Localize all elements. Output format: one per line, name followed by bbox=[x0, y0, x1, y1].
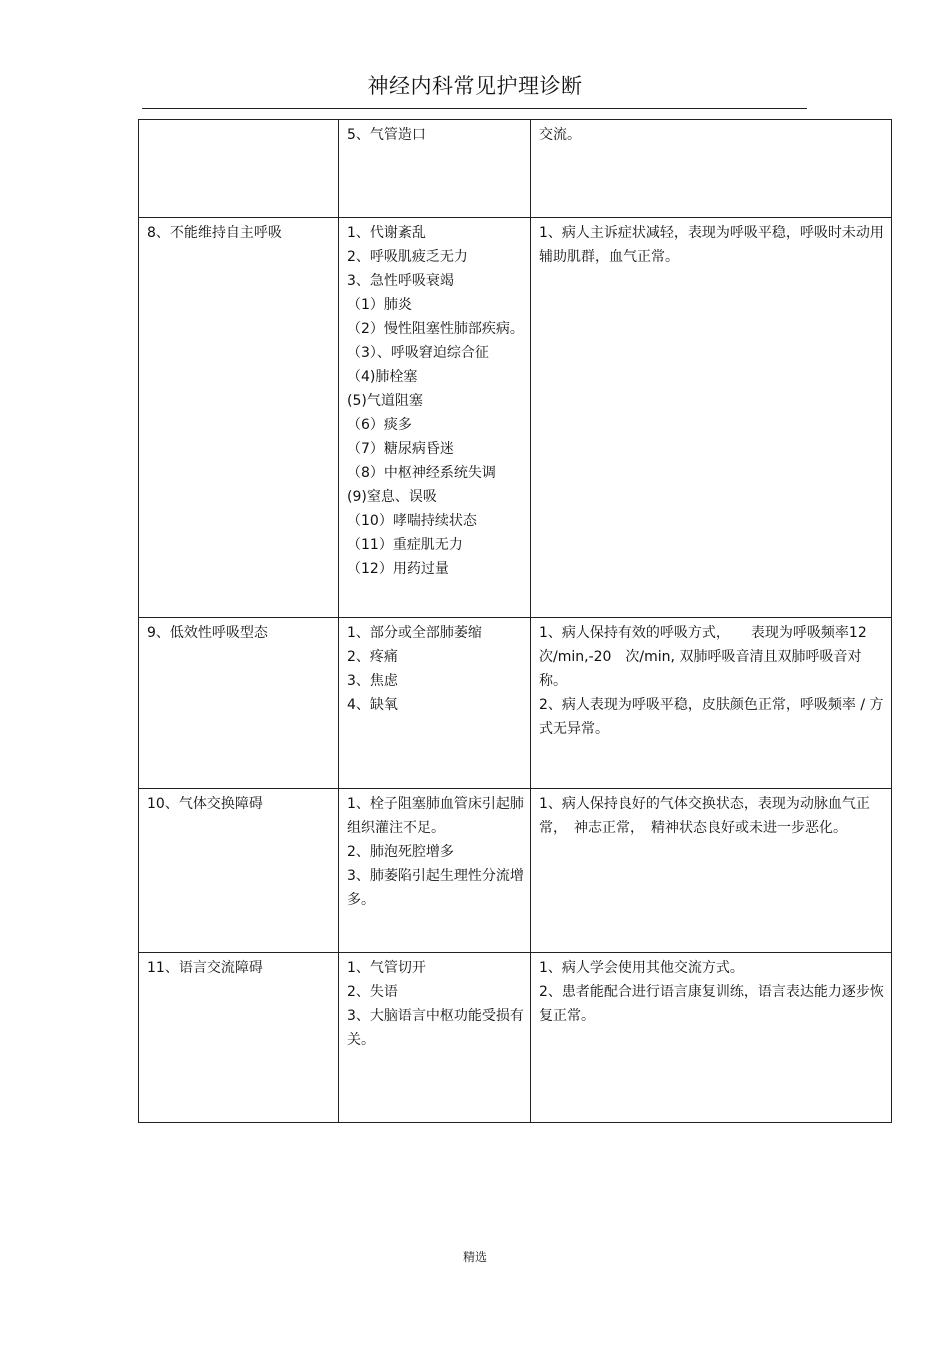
diagnosis-cell bbox=[139, 120, 339, 218]
cause-item: 2、呼吸肌疲乏无力 bbox=[347, 249, 468, 265]
diagnosis-cell: 8、不能维持自主呼吸 bbox=[139, 218, 339, 618]
table-row bbox=[139, 953, 892, 1123]
cause-item: 2、疼痛 bbox=[347, 649, 398, 665]
cause-item: 2、失语 bbox=[347, 984, 398, 1000]
goal-item: 1、病人保持良好的气体交换状态，表现为动脉血气正常， 神志正常， 精神状态良好或未进一步恶化。 bbox=[539, 796, 870, 836]
page-footer: 精选 bbox=[462, 1250, 487, 1264]
table-row bbox=[139, 789, 892, 953]
cause-item: 1、气管切开 bbox=[347, 960, 426, 976]
goal-item: 1、病人主诉症状减轻，表现为呼吸平稳，呼吸时未动用辅助肌群，血气正常。 bbox=[539, 225, 884, 265]
diagnosis-cell: 10、气体交换障碍 bbox=[139, 789, 339, 953]
goals-cell bbox=[531, 789, 892, 953]
goal-item: 1、病人学会使用其他交流方式。 bbox=[539, 960, 744, 976]
cause-item: 1、代谢紊乱 bbox=[347, 225, 426, 241]
cause-item: （12）用药过量 bbox=[347, 561, 449, 577]
cause-item: 3、焦虑 bbox=[347, 673, 398, 689]
cause-item: (9)窒息、误吸 bbox=[347, 489, 437, 505]
cause-item: 3、大脑语言中枢功能受损有关。 bbox=[347, 1008, 524, 1048]
cause-item: （1）肺炎 bbox=[347, 297, 412, 313]
table-row bbox=[139, 218, 892, 618]
cause-item: (5)气道阻塞 bbox=[347, 393, 423, 409]
goal-item: 2、患者能配合进行语言康复训练，语言表达能力逐步恢复正常。 bbox=[539, 984, 884, 1024]
cause-item: （8）中枢神经系统失调 bbox=[347, 465, 496, 481]
goal-item: 1、病人保持有效的呼吸方式， 表现为呼吸频率12 次/min,-20 次/min, 双肺呼吸音清且双肺呼吸音对称。 bbox=[539, 625, 867, 689]
goal-item: 2、病人表现为呼吸平稳，皮肤颜色正常，呼吸频率 / 方式无异常。 bbox=[539, 697, 884, 737]
goals-cell bbox=[531, 618, 892, 789]
diagnosis-cell: 11、语言交流障碍 bbox=[139, 953, 339, 1123]
causes-cell bbox=[339, 120, 531, 218]
cause-item: （7）糖尿病昏迷 bbox=[347, 441, 454, 457]
cause-item: （6）痰多 bbox=[347, 417, 412, 433]
cause-item: 2、肺泡死腔增多 bbox=[347, 844, 454, 860]
cause-item: （4)肺栓塞 bbox=[347, 369, 418, 385]
goal-item: 交流。 bbox=[539, 127, 581, 143]
causes-cell bbox=[339, 218, 531, 618]
cause-item: 3、急性呼吸衰竭 bbox=[347, 273, 454, 289]
goals-cell bbox=[531, 218, 892, 618]
nursing-diagnosis-table bbox=[138, 119, 892, 1123]
cause-item: （11）重症肌无力 bbox=[347, 537, 463, 553]
causes-cell bbox=[339, 789, 531, 953]
cause-item: 4、缺氧 bbox=[347, 697, 398, 713]
cause-item: （2）慢性阻塞性肺部疾病。 bbox=[347, 321, 524, 337]
causes-cell bbox=[339, 618, 531, 789]
diagnosis-cell: 9、低效性呼吸型态 bbox=[139, 618, 339, 789]
goals-cell bbox=[531, 120, 892, 218]
cause-item: 1、栓子阻塞肺血管床引起肺组织灌注不足。 bbox=[347, 796, 524, 836]
title-divider bbox=[142, 108, 807, 109]
table-row bbox=[139, 618, 892, 789]
causes-cell bbox=[339, 953, 531, 1123]
cause-item: 1、部分或全部肺萎缩 bbox=[347, 625, 482, 641]
cause-item: （3）、呼吸窘迫综合征 bbox=[347, 345, 489, 361]
cause-item: （10）哮喘持续状态 bbox=[347, 513, 477, 529]
page-title: 神经内科常见护理诊断 bbox=[367, 74, 583, 98]
cause-item: 3、肺萎陷引起生理性分流增多。 bbox=[347, 868, 524, 908]
cause-item: 5、气管造口 bbox=[347, 127, 426, 143]
table-row bbox=[139, 120, 892, 218]
goals-cell bbox=[531, 953, 892, 1123]
